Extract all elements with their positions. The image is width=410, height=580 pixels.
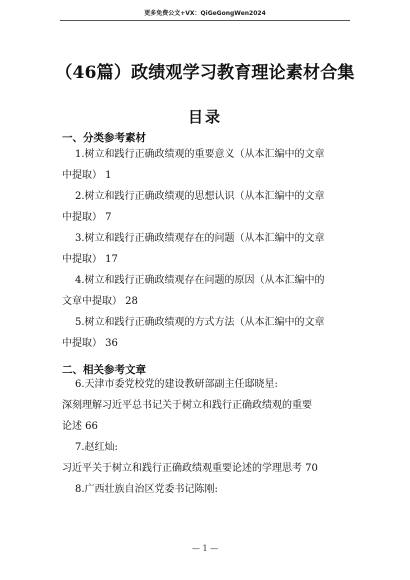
section-heading-related: 二、相关参考文章: [62, 364, 146, 376]
toc-entry-3[interactable]: [62, 228, 362, 270]
page-number: — 1 —: [191, 544, 219, 553]
toc-entry-title: 2.树立和践行正确政绩观的思想认识（从本汇编中的文章: [75, 191, 325, 202]
toc-entry-continuation: 习近平关于树立和践行正确政绩观重要论述的学理思考 70: [62, 463, 318, 474]
section-heading-classified: 一、分类参考素材: [62, 132, 146, 144]
header-divider: [60, 20, 350, 21]
toc-entry-1[interactable]: [62, 144, 362, 186]
toc-heading: 目录: [187, 108, 222, 126]
toc-entry-continuation: 文章中提取） 28: [62, 296, 138, 307]
toc-entry-8[interactable]: [62, 479, 362, 500]
document-title: （46篇）政绩观学习教育理论素材合集: [55, 63, 355, 83]
toc-entry-title: 7.赵红灿:: [75, 442, 118, 453]
toc-entry-title: 1.树立和践行正确政绩观的重要意义（从本汇编中的文章: [75, 149, 325, 160]
toc-entry-continuation: 中提取） 17: [62, 254, 118, 265]
toc-entry-continuation: 论述 66: [62, 421, 98, 432]
toc-entry-title: 6.天津市委党校党的建设教研部副主任邸晓星:: [75, 379, 278, 390]
toc-entry-2[interactable]: [62, 186, 362, 228]
toc-entry-4[interactable]: [62, 270, 362, 312]
header-note: 更多免费公文+VX：QiGeGongWen2024: [144, 10, 266, 17]
toc-entry-continuation: 深刻理解习近平总书记关于树立和践行正确政绩观的重要: [62, 400, 312, 411]
toc-entry-continuation: 中提取） 36: [62, 338, 118, 349]
toc-entry-continuation: 中提取） 1: [62, 170, 112, 181]
toc-entry-title: 3.树立和践行正确政绩观存在的问题（从本汇编中的文章: [75, 233, 325, 244]
toc-entry-title: 4.树立和践行正确政绩观存在问题的原因（从本汇编中的: [75, 275, 325, 286]
toc-entry-5[interactable]: [62, 312, 362, 354]
toc-entry-title: 8.广西壮族自治区党委书记陈刚:: [75, 484, 218, 495]
toc-entry-6[interactable]: [62, 374, 362, 437]
toc-entry-continuation: 中提取） 7: [62, 212, 112, 223]
toc-entry-7[interactable]: [62, 437, 362, 479]
toc-entry-title: 5.树立和践行正确政绩观的方式方法（从本汇编中的文章: [75, 317, 325, 328]
